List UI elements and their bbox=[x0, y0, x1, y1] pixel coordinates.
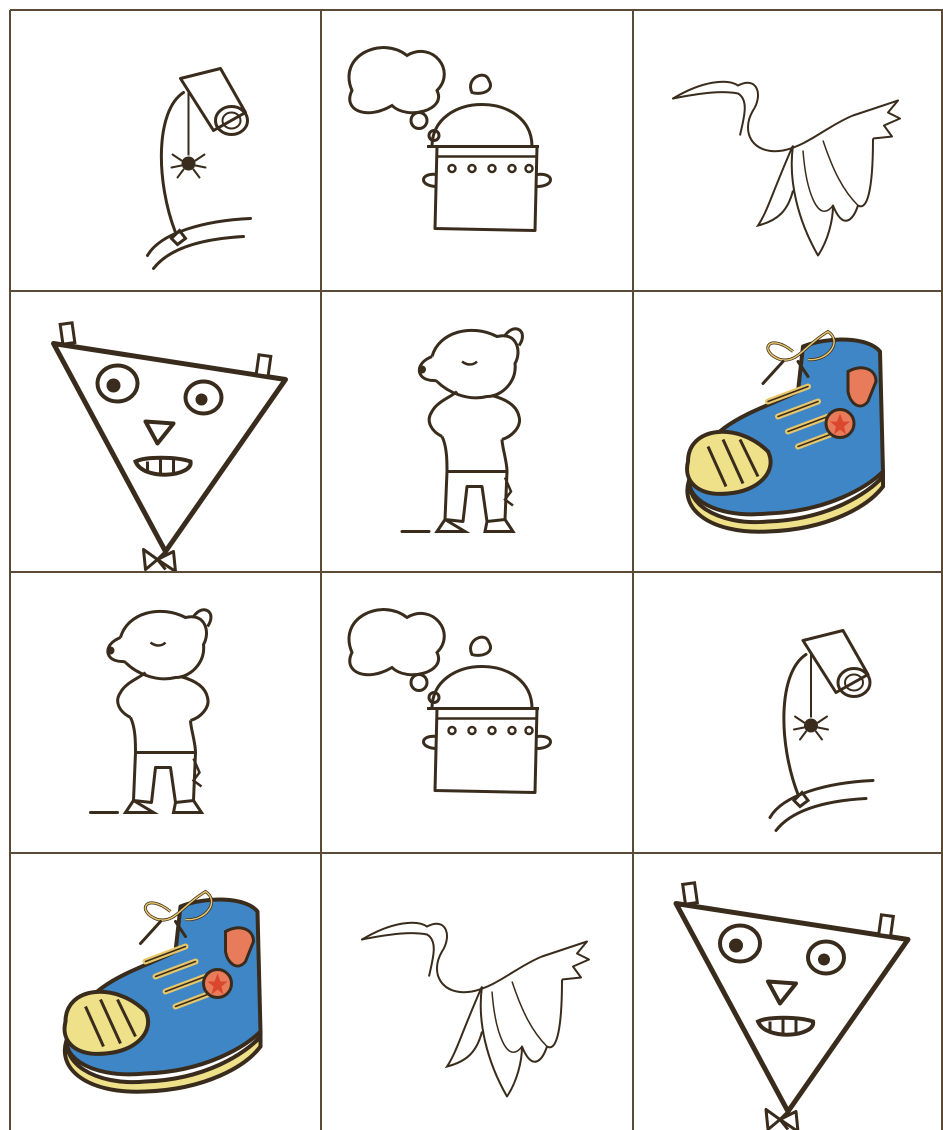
grid-cell[interactable] bbox=[633, 572, 943, 853]
grid-cell[interactable] bbox=[321, 572, 633, 853]
grid-cell[interactable] bbox=[633, 10, 943, 291]
grid-cell[interactable] bbox=[10, 853, 321, 1130]
grid-cell[interactable] bbox=[10, 572, 321, 853]
grid-cell[interactable] bbox=[321, 291, 633, 572]
grid-cell[interactable] bbox=[10, 10, 321, 291]
grid-cell[interactable] bbox=[321, 10, 633, 291]
grid-cell[interactable] bbox=[633, 853, 943, 1130]
grid-cell[interactable] bbox=[633, 291, 943, 572]
grid-cell[interactable] bbox=[321, 853, 633, 1130]
grid-cell[interactable] bbox=[10, 291, 321, 572]
